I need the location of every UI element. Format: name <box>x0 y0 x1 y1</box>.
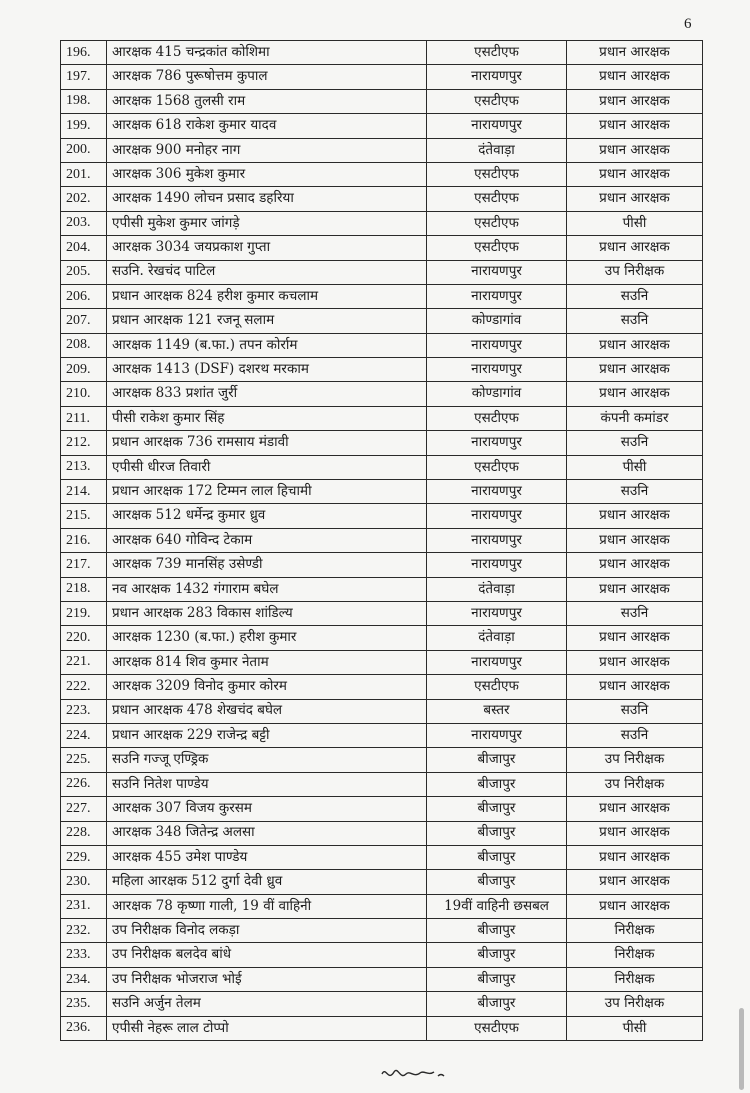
promoted-rank-cell: सउनि <box>567 284 703 308</box>
promoted-rank-cell: सउनि <box>567 699 703 723</box>
table-row <box>61 65 703 89</box>
table-row <box>61 894 703 918</box>
promoted-rank-cell: प्रधान आरक्षक <box>567 626 703 650</box>
serial-number-cell: 220. <box>61 626 107 650</box>
current-posting-cell: बीजापुर <box>427 797 567 821</box>
employee-name-cell: आरक्षक 618 राकेश कुमार यादव <box>107 114 427 138</box>
table-row <box>61 138 703 162</box>
table-row <box>61 114 703 138</box>
promoted-rank-cell: प्रधान आरक्षक <box>567 187 703 211</box>
table-row <box>61 236 703 260</box>
current-posting-cell: एसटीएफ <box>427 675 567 699</box>
table-row <box>61 797 703 821</box>
current-posting-cell: नारायणपुर <box>427 431 567 455</box>
promoted-rank-cell: प्रधान आरक्षक <box>567 138 703 162</box>
promoted-rank-cell: कंपनी कमांडर <box>567 406 703 430</box>
current-posting-cell: नारायणपुर <box>427 480 567 504</box>
current-posting-cell: नारायणपुर <box>427 504 567 528</box>
serial-number-cell: 235. <box>61 992 107 1016</box>
promoted-rank-cell: प्रधान आरक्षक <box>567 89 703 113</box>
current-posting-cell: बीजापुर <box>427 748 567 772</box>
employee-name-cell: आरक्षक 1230 (ब.फा.) हरीश कुमार <box>107 626 427 650</box>
table-row <box>61 821 703 845</box>
current-posting-cell: एसटीएफ <box>427 187 567 211</box>
table-row <box>61 748 703 772</box>
scrollbar-thumb[interactable] <box>739 1008 744 1090</box>
current-posting-cell: नारायणपुर <box>427 358 567 382</box>
employee-name-cell: आरक्षक 78 कृष्णा गाली, 19 वीं वाहिनी <box>107 894 427 918</box>
serial-number-cell: 216. <box>61 528 107 552</box>
current-posting-cell: बीजापुर <box>427 943 567 967</box>
employee-name-cell: आरक्षक 3034 जयप्रकाश गुप्ता <box>107 236 427 260</box>
employee-name-cell: पीसी राकेश कुमार सिंह <box>107 406 427 430</box>
table-row <box>61 626 703 650</box>
table-row <box>61 480 703 504</box>
table-row <box>61 162 703 186</box>
promoted-rank-cell: सउनि <box>567 431 703 455</box>
employee-name-cell: सउनि गज्जू एण्ड्रिक <box>107 748 427 772</box>
current-posting-cell: नारायणपुर <box>427 650 567 674</box>
serial-number-cell: 212. <box>61 431 107 455</box>
promoted-rank-cell: निरीक्षक <box>567 943 703 967</box>
table-row <box>61 41 703 65</box>
employee-name-cell: आरक्षक 415 चन्द्रकांत कोशिमा <box>107 41 427 65</box>
table-row <box>61 870 703 894</box>
table-row <box>61 650 703 674</box>
serial-number-cell: 219. <box>61 601 107 625</box>
serial-number-cell: 217. <box>61 553 107 577</box>
promoted-rank-cell: निरीक्षक <box>567 919 703 943</box>
current-posting-cell: बीजापुर <box>427 992 567 1016</box>
serial-number-cell: 228. <box>61 821 107 845</box>
current-posting-cell: एसटीएफ <box>427 455 567 479</box>
current-posting-cell: नारायणपुर <box>427 601 567 625</box>
table-row <box>61 260 703 284</box>
table-row <box>61 675 703 699</box>
serial-number-cell: 213. <box>61 455 107 479</box>
employee-name-cell: आरक्षक 455 उमेश पाण्डेय <box>107 845 427 869</box>
employee-name-cell: आरक्षक 1149 (ब.फा.) तपन कोर्राम <box>107 333 427 357</box>
serial-number-cell: 210. <box>61 382 107 406</box>
table-row <box>61 284 703 308</box>
serial-number-cell: 222. <box>61 675 107 699</box>
promoted-rank-cell: सउनि <box>567 309 703 333</box>
serial-number-cell: 215. <box>61 504 107 528</box>
current-posting-cell: बीजापुर <box>427 821 567 845</box>
table-row <box>61 1016 703 1040</box>
promoted-rank-cell: पीसी <box>567 455 703 479</box>
promoted-rank-cell: प्रधान आरक्षक <box>567 894 703 918</box>
serial-number-cell: 221. <box>61 650 107 674</box>
current-posting-cell: नारायणपुर <box>427 528 567 552</box>
table-row <box>61 845 703 869</box>
table-body <box>61 41 703 1041</box>
serial-number-cell: 204. <box>61 236 107 260</box>
table-row <box>61 309 703 333</box>
employee-name-cell: एपीसी नेहरू लाल टोप्पो <box>107 1016 427 1040</box>
serial-number-cell: 218. <box>61 577 107 601</box>
promoted-rank-cell: प्रधान आरक्षक <box>567 382 703 406</box>
employee-name-cell: प्रधान आरक्षक 478 शेखचंद बघेल <box>107 699 427 723</box>
serial-number-cell: 225. <box>61 748 107 772</box>
current-posting-cell: बीजापुर <box>427 919 567 943</box>
promoted-rank-cell: पीसी <box>567 211 703 235</box>
serial-number-cell: 230. <box>61 870 107 894</box>
transfer-table <box>60 40 703 1041</box>
current-posting-cell: नारायणपुर <box>427 723 567 747</box>
promoted-rank-cell: प्रधान आरक्षक <box>567 528 703 552</box>
serial-number-cell: 196. <box>61 41 107 65</box>
current-posting-cell: दंतेवाड़ा <box>427 138 567 162</box>
current-posting-cell: बीजापुर <box>427 772 567 796</box>
current-posting-cell: दंतेवाड़ा <box>427 626 567 650</box>
table-row <box>61 992 703 1016</box>
serial-number-cell: 199. <box>61 114 107 138</box>
serial-number-cell: 209. <box>61 358 107 382</box>
table-row <box>61 577 703 601</box>
promoted-rank-cell: प्रधान आरक्षक <box>567 870 703 894</box>
promoted-rank-cell: सउनि <box>567 480 703 504</box>
current-posting-cell: नारायणपुर <box>427 333 567 357</box>
table-row <box>61 358 703 382</box>
serial-number-cell: 200. <box>61 138 107 162</box>
table-row <box>61 967 703 991</box>
table-row <box>61 553 703 577</box>
employee-name-cell: एपीसी धीरज तिवारी <box>107 455 427 479</box>
current-posting-cell: एसटीएफ <box>427 162 567 186</box>
current-posting-cell: बस्तर <box>427 699 567 723</box>
promoted-rank-cell: प्रधान आरक्षक <box>567 162 703 186</box>
employee-name-cell: प्रधान आरक्षक 121 रजनू सलाम <box>107 309 427 333</box>
serial-number-cell: 236. <box>61 1016 107 1040</box>
current-posting-cell: बीजापुर <box>427 845 567 869</box>
employee-name-cell: आरक्षक 1568 तुलसी राम <box>107 89 427 113</box>
employee-name-cell: आरक्षक 900 मनोहर नाग <box>107 138 427 162</box>
page-number: 6 <box>684 16 692 32</box>
employee-name-cell: आरक्षक 833 प्रशांत जुर्री <box>107 382 427 406</box>
transfer-table-container <box>60 40 702 1041</box>
table-row <box>61 406 703 430</box>
table-row <box>61 187 703 211</box>
employee-name-cell: आरक्षक 1413 (DSF) दशरथ मरकाम <box>107 358 427 382</box>
current-posting-cell: बीजापुर <box>427 870 567 894</box>
promoted-rank-cell: प्रधान आरक्षक <box>567 553 703 577</box>
promoted-rank-cell: प्रधान आरक्षक <box>567 650 703 674</box>
serial-number-cell: 201. <box>61 162 107 186</box>
table-row <box>61 333 703 357</box>
employee-name-cell: आरक्षक 640 गोविन्द टेकाम <box>107 528 427 552</box>
table-row <box>61 699 703 723</box>
serial-number-cell: 207. <box>61 309 107 333</box>
current-posting-cell: 19वीं वाहिनी छसबल <box>427 894 567 918</box>
current-posting-cell: नारायणपुर <box>427 114 567 138</box>
table-row <box>61 723 703 747</box>
table-row <box>61 211 703 235</box>
promoted-rank-cell: प्रधान आरक्षक <box>567 845 703 869</box>
serial-number-cell: 211. <box>61 406 107 430</box>
employee-name-cell: नव आरक्षक 1432 गंगाराम बघेल <box>107 577 427 601</box>
table-row <box>61 382 703 406</box>
table-row <box>61 772 703 796</box>
table-row <box>61 504 703 528</box>
current-posting-cell: नारायणपुर <box>427 553 567 577</box>
current-posting-cell: दंतेवाड़ा <box>427 577 567 601</box>
serial-number-cell: 208. <box>61 333 107 357</box>
promoted-rank-cell: प्रधान आरक्षक <box>567 114 703 138</box>
promoted-rank-cell: प्रधान आरक्षक <box>567 65 703 89</box>
promoted-rank-cell: प्रधान आरक्षक <box>567 41 703 65</box>
employee-name-cell: आरक्षक 348 जितेन्द्र अलसा <box>107 821 427 845</box>
employee-name-cell: उप निरीक्षक बलदेव बांधे <box>107 943 427 967</box>
current-posting-cell: एसटीएफ <box>427 211 567 235</box>
serial-number-cell: 234. <box>61 967 107 991</box>
employee-name-cell: आरक्षक 814 शिव कुमार नेताम <box>107 650 427 674</box>
serial-number-cell: 197. <box>61 65 107 89</box>
current-posting-cell: एसटीएफ <box>427 1016 567 1040</box>
serial-number-cell: 226. <box>61 772 107 796</box>
promoted-rank-cell: प्रधान आरक्षक <box>567 821 703 845</box>
table-row <box>61 455 703 479</box>
promoted-rank-cell: प्रधान आरक्षक <box>567 797 703 821</box>
serial-number-cell: 214. <box>61 480 107 504</box>
promoted-rank-cell: प्रधान आरक्षक <box>567 333 703 357</box>
serial-number-cell: 202. <box>61 187 107 211</box>
employee-name-cell: प्रधान आरक्षक 736 रामसाय मंडावी <box>107 431 427 455</box>
promoted-rank-cell: सउनि <box>567 601 703 625</box>
current-posting-cell: कोण्डागांव <box>427 309 567 333</box>
current-posting-cell: एसटीएफ <box>427 236 567 260</box>
serial-number-cell: 231. <box>61 894 107 918</box>
serial-number-cell: 224. <box>61 723 107 747</box>
employee-name-cell: आरक्षक 1490 लोचन प्रसाद डहरिया <box>107 187 427 211</box>
serial-number-cell: 233. <box>61 943 107 967</box>
promoted-rank-cell: उप निरीक्षक <box>567 260 703 284</box>
promoted-rank-cell: निरीक्षक <box>567 967 703 991</box>
current-posting-cell: बीजापुर <box>427 967 567 991</box>
promoted-rank-cell: प्रधान आरक्षक <box>567 675 703 699</box>
current-posting-cell: एसटीएफ <box>427 406 567 430</box>
serial-number-cell: 203. <box>61 211 107 235</box>
promoted-rank-cell: उप निरीक्षक <box>567 992 703 1016</box>
serial-number-cell: 232. <box>61 919 107 943</box>
promoted-rank-cell: प्रधान आरक्षक <box>567 577 703 601</box>
promoted-rank-cell: उप निरीक्षक <box>567 772 703 796</box>
employee-name-cell: प्रधान आरक्षक 172 टिम्मन लाल हिचामी <box>107 480 427 504</box>
employee-name-cell: सउनि अर्जुन तेलम <box>107 992 427 1016</box>
table-row <box>61 431 703 455</box>
table-row <box>61 89 703 113</box>
table-row <box>61 528 703 552</box>
employee-name-cell: एपीसी मुकेश कुमार जांगड़े <box>107 211 427 235</box>
serial-number-cell: 223. <box>61 699 107 723</box>
table-row <box>61 919 703 943</box>
employee-name-cell: आरक्षक 512 धर्मेन्द्र कुमार ध्रुव <box>107 504 427 528</box>
current-posting-cell: नारायणपुर <box>427 260 567 284</box>
employee-name-cell: प्रधान आरक्षक 229 राजेन्द्र बट्टी <box>107 723 427 747</box>
table-row <box>61 601 703 625</box>
serial-number-cell: 229. <box>61 845 107 869</box>
promoted-rank-cell: सउनि <box>567 723 703 747</box>
serial-number-cell: 205. <box>61 260 107 284</box>
employee-name-cell: आरक्षक 306 मुकेश कुमार <box>107 162 427 186</box>
current-posting-cell: एसटीएफ <box>427 41 567 65</box>
serial-number-cell: 227. <box>61 797 107 821</box>
employee-name-cell: आरक्षक 3209 विनोद कुमार कोरम <box>107 675 427 699</box>
promoted-rank-cell: प्रधान आरक्षक <box>567 504 703 528</box>
employee-name-cell: महिला आरक्षक 512 दुर्गा देवी ध्रुव <box>107 870 427 894</box>
employee-name-cell: सउनि. रेखचंद पाटिल <box>107 260 427 284</box>
table-row <box>61 943 703 967</box>
employee-name-cell: उप निरीक्षक भोजराज भोई <box>107 967 427 991</box>
serial-number-cell: 206. <box>61 284 107 308</box>
promoted-rank-cell: उप निरीक्षक <box>567 748 703 772</box>
serial-number-cell: 198. <box>61 89 107 113</box>
employee-name-cell: सउनि नितेश पाण्डेय <box>107 772 427 796</box>
current-posting-cell: नारायणपुर <box>427 65 567 89</box>
current-posting-cell: एसटीएफ <box>427 89 567 113</box>
current-posting-cell: कोण्डागांव <box>427 382 567 406</box>
current-posting-cell: नारायणपुर <box>427 284 567 308</box>
employee-name-cell: आरक्षक 307 विजय कुरसम <box>107 797 427 821</box>
employee-name-cell: प्रधान आरक्षक 824 हरीश कुमार कचलाम <box>107 284 427 308</box>
signature-mark <box>378 1062 468 1088</box>
employee-name-cell: उप निरीक्षक विनोद लकड़ा <box>107 919 427 943</box>
promoted-rank-cell: प्रधान आरक्षक <box>567 358 703 382</box>
employee-name-cell: आरक्षक 739 मानसिंह उसेण्डी <box>107 553 427 577</box>
employee-name-cell: आरक्षक 786 पुरूषोत्तम कुपाल <box>107 65 427 89</box>
promoted-rank-cell: प्रधान आरक्षक <box>567 236 703 260</box>
promoted-rank-cell: पीसी <box>567 1016 703 1040</box>
employee-name-cell: प्रधान आरक्षक 283 विकास शांडिल्य <box>107 601 427 625</box>
